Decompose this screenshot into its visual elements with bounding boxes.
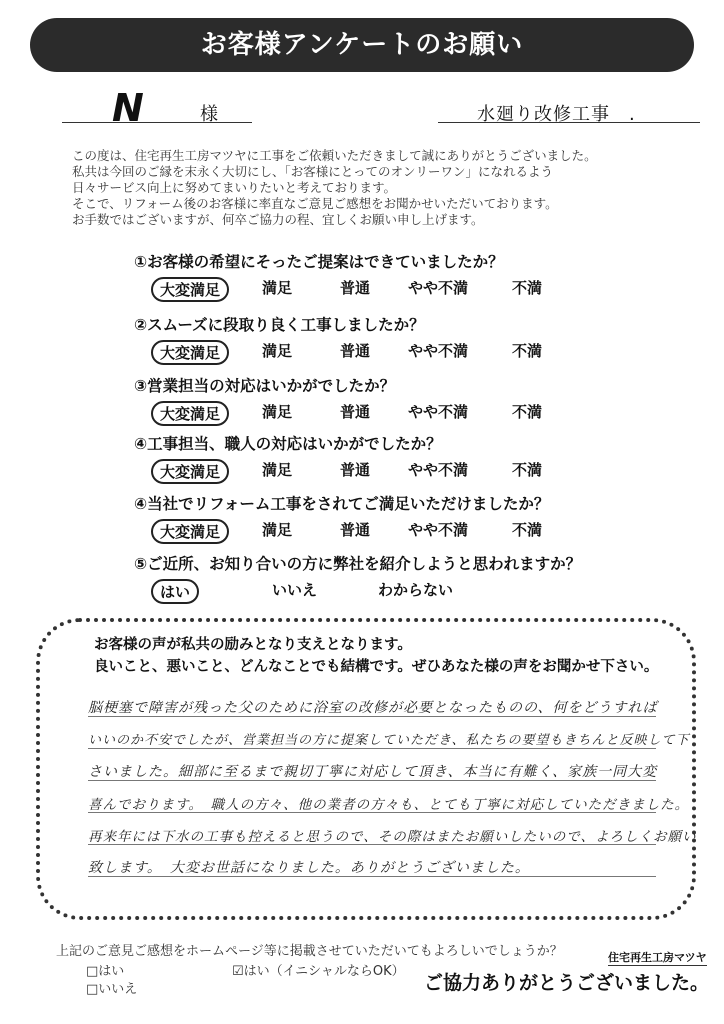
option-neutral[interactable]: 普通 xyxy=(340,521,371,539)
option-dissatisfied[interactable]: 不満 xyxy=(512,342,543,360)
writing-line xyxy=(88,748,656,749)
option-somewhat-dissatisfied[interactable]: やや不満 xyxy=(408,279,469,297)
customer-name: N xyxy=(112,86,144,130)
option-very-satisfied[interactable]: 大変満足 xyxy=(151,277,229,302)
handwritten-comment-line: さいました。細部に至るまで親切丁寧に対応して頂き、本当に有難く、家族一同大変 xyxy=(88,764,658,780)
intro-line: 私共は今回のご縁を末永く大切にし、「お客様にとってのオンリーワン」になれるよう xyxy=(72,164,554,179)
question-text: ②スムーズに段取り良く工事しましたか？ xyxy=(134,316,425,334)
question-1 xyxy=(134,250,654,301)
option-very-satisfied[interactable]: 大変満足 xyxy=(151,459,229,484)
question-3 xyxy=(134,374,654,425)
option-neutral[interactable]: 普通 xyxy=(340,342,371,360)
option-neutral[interactable]: 普通 xyxy=(340,403,371,421)
option-somewhat-dissatisfied[interactable]: やや不満 xyxy=(408,521,469,539)
checkbox-yes[interactable]: □はい xyxy=(86,964,125,979)
question-text: ④当社でリフォーム工事をされてご満足いただけましたか？ xyxy=(134,495,550,513)
intro-line: お手数ではございますが、何卒ご協力の程、宜しくお願い申し上げます。 xyxy=(72,212,484,227)
question-5 xyxy=(134,492,654,543)
option-very-satisfied[interactable]: 大変満足 xyxy=(151,401,229,426)
answer-options xyxy=(134,275,654,301)
option-satisfied[interactable]: 満足 xyxy=(262,279,293,297)
option-satisfied[interactable]: 満足 xyxy=(262,342,293,360)
option-satisfied[interactable]: 満足 xyxy=(262,403,293,421)
option-satisfied[interactable]: 満足 xyxy=(262,461,293,479)
question-text: ⑤ご近所、お知り合いの方に弊社を紹介しようと思われますか？ xyxy=(134,555,582,573)
honorific-label: 様 xyxy=(200,104,218,125)
option-dissatisfied[interactable]: 不満 xyxy=(512,461,543,479)
option-satisfied[interactable]: 満足 xyxy=(262,521,293,539)
handwritten-comment-line: いいのか不安でしたが、営業担当の方に提案していただき、私たちの要望もきちんと反映して下 xyxy=(88,733,690,748)
checkbox-yes-initial[interactable]: ☑はい（イニシャルならOK） xyxy=(232,964,405,979)
question-text: ③営業担当の対応はいかがでしたか？ xyxy=(134,377,396,395)
answer-options xyxy=(134,457,654,483)
survey-title-banner: お客様アンケートのお願い xyxy=(30,18,694,72)
voice-heading-line: 良いこと、悪いこと、どんなことでも結構です。ぜひあなた様の声をお聞かせ下さい。 xyxy=(94,659,659,675)
voice-heading xyxy=(94,634,658,678)
handwritten-comment-line: 致します。 大変お世話になりました。ありがとうございました。 xyxy=(88,860,530,876)
name-underline xyxy=(62,122,252,123)
intro-line: そこで、リフォーム後のお客様に率直なご意見ご感想をお聞かせいただいております。 xyxy=(72,196,558,211)
thank-you-message: ご協力ありがとうございました。 xyxy=(424,972,710,994)
option-no[interactable]: いいえ xyxy=(272,581,318,599)
question-text: ①お客様の希望にそったご提案はできていましたか？ xyxy=(134,253,504,271)
question-text: ④工事担当、職人の対応はいかがでしたか？ xyxy=(134,435,442,453)
option-dissatisfied[interactable]: 不満 xyxy=(512,521,543,539)
checkbox-no[interactable]: □いいえ xyxy=(86,982,138,997)
handwritten-comment-line: 脳梗塞で障害が残った父のために浴室の改修が必要となったものの、何をどうすれば xyxy=(88,700,658,716)
intro-paragraph xyxy=(72,148,672,228)
option-very-satisfied[interactable]: 大変満足 xyxy=(151,519,229,544)
option-dissatisfied[interactable]: 不満 xyxy=(512,279,543,297)
option-dissatisfied[interactable]: 不満 xyxy=(512,403,543,421)
customer-info-row xyxy=(62,86,662,130)
work-type: 水廻り改修工事 . xyxy=(477,104,636,125)
answer-options xyxy=(134,338,654,364)
question-referral xyxy=(134,552,654,603)
option-very-satisfied[interactable]: 大変満足 xyxy=(151,340,229,365)
handwritten-comment-line: 再来年には下水の工事も控えると思うので、その際はまたお願いしたいので、よろしくお願い xyxy=(88,829,697,845)
publish-consent-question: 上記のご意見ご感想をホームページ等に掲載させていただいてもよろしいでしょうか？ xyxy=(56,944,563,959)
answer-options xyxy=(134,517,654,543)
question-2 xyxy=(134,313,654,364)
option-neutral[interactable]: 普通 xyxy=(340,279,371,297)
option-dont-know[interactable]: わからない xyxy=(378,581,454,599)
intro-line: 日々サービス向上に努めてまいりたいと考えております。 xyxy=(72,180,397,195)
intro-line: この度は、住宅再生工房マツヤに工事をご依頼いただきまして誠にありがとうございました。 xyxy=(72,148,597,163)
voice-heading-line: お客様の声が私共の励みとなり支えとなります。 xyxy=(94,637,412,653)
option-somewhat-dissatisfied[interactable]: やや不満 xyxy=(408,461,469,479)
question-4 xyxy=(134,432,654,483)
option-somewhat-dissatisfied[interactable]: やや不満 xyxy=(408,342,469,360)
answer-options xyxy=(134,399,654,425)
handwritten-comment-line: 喜んでおります。 職人の方々、他の業者の方々も、とても丁寧に対応していただきました。 xyxy=(88,797,690,813)
company-logo: 住宅再生工房マツヤ xyxy=(608,951,707,964)
answer-options xyxy=(134,577,654,603)
option-yes[interactable]: はい xyxy=(151,579,199,604)
option-neutral[interactable]: 普通 xyxy=(340,461,371,479)
option-somewhat-dissatisfied[interactable]: やや不満 xyxy=(408,403,469,421)
